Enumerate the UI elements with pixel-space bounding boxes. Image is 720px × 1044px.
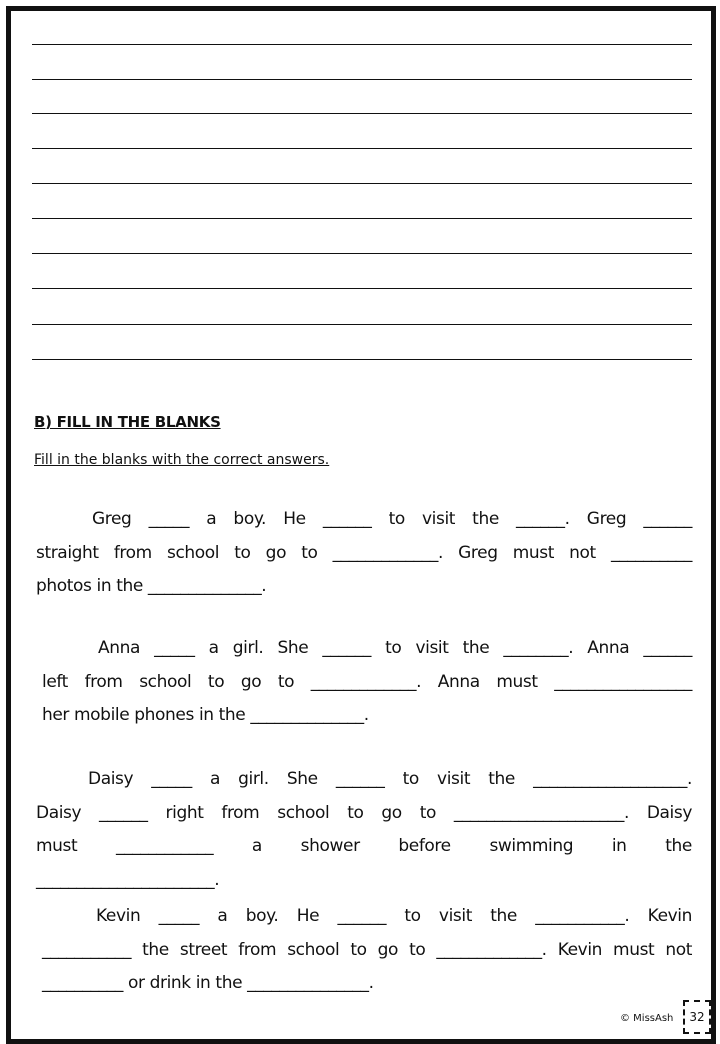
paragraph-kevin (42, 900, 692, 1001)
section-heading: B) FILL IN THE BLANKS (34, 413, 221, 431)
paragraph-line: her mobile phones in the ______________. (42, 705, 369, 725)
writing-line (32, 288, 692, 289)
paragraph-line: ___________ the street from school to go to _____________. Kevin must not (42, 939, 692, 960)
paragraph-anna (42, 632, 692, 733)
writing-line (32, 183, 692, 184)
page-number: 32 (683, 1000, 711, 1034)
paragraph-line: left from school to go to _____________. Anna must _________________ (42, 671, 692, 692)
writing-line (32, 359, 692, 360)
writing-line (32, 324, 692, 325)
copyright-text: © MissAsh (620, 1013, 674, 1024)
paragraph-line: Daisy _____ a girl. She ______ to visit the ___________________. (88, 769, 692, 789)
paragraph-daisy (36, 763, 692, 897)
writing-line (32, 148, 692, 149)
writing-line (32, 253, 692, 254)
writing-line (32, 44, 692, 45)
paragraph-line: ______________________. (36, 869, 220, 890)
writing-line (32, 218, 692, 219)
paragraph-line: photos in the ______________. (36, 576, 267, 596)
paragraph-line: Daisy ______ right from school to go to _____________________. Daisy (36, 802, 692, 823)
paragraph-line: Kevin _____ a boy. He ______ to visit the ___________. Kevin (96, 906, 692, 926)
paragraph-line: Anna _____ a girl. She ______ to visit the ________. Anna ______ (98, 638, 692, 658)
section-instruction: Fill in the blanks with the correct answers. (34, 452, 330, 468)
writing-line (32, 113, 692, 114)
paragraph-line: __________ or drink in the _______________. (42, 973, 374, 993)
writing-line (32, 79, 692, 80)
paragraph-line: straight from school to go to _____________. Greg must not __________ (36, 542, 692, 563)
paragraph-line: Greg _____ a boy. He ______ to visit the ______. Greg ______ (92, 509, 692, 529)
paragraph-line: must ____________ a shower before swimming in the (36, 836, 692, 856)
paragraph-greg (36, 503, 692, 604)
